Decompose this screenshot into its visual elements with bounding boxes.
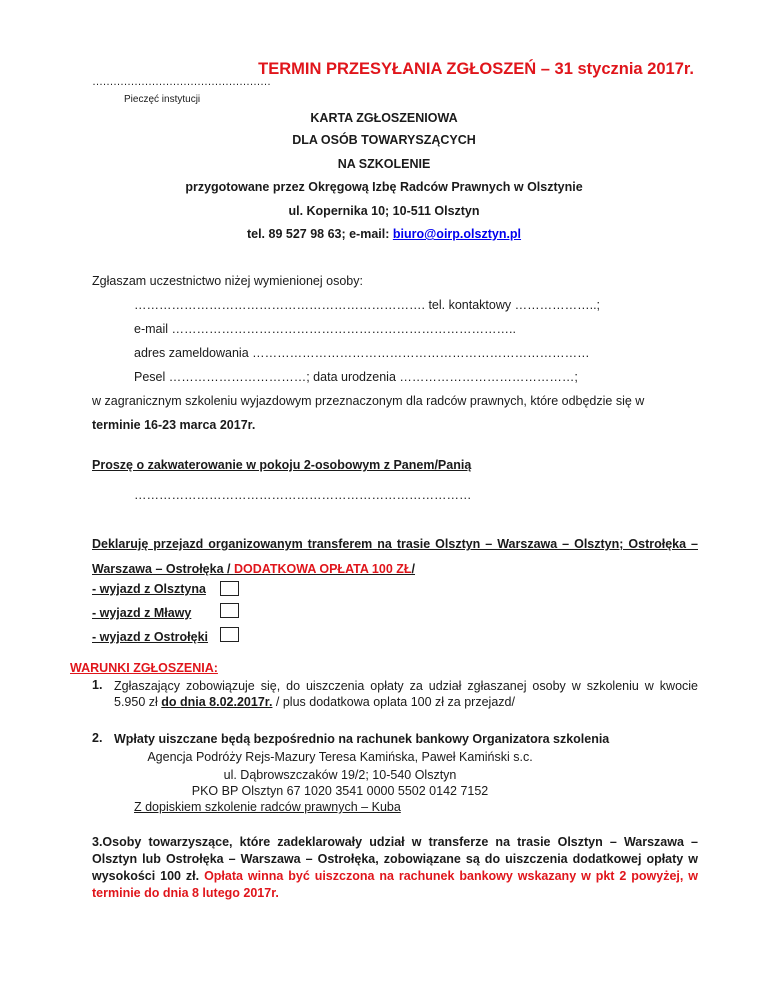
option-olsztyn-label: - wyjazd z Olsztyna bbox=[92, 582, 206, 596]
option-mlawa-label: - wyjazd z Mławy bbox=[92, 606, 192, 620]
condition-1-number: 1. bbox=[92, 678, 103, 692]
name-phone-field[interactable]: ……………………………………………………………. tel. kontaktowy ………………..; bbox=[134, 298, 601, 312]
option-mlawa-checkbox[interactable] bbox=[220, 603, 239, 618]
email-link[interactable]: biuro@oirp.olsztyn.pl bbox=[392, 227, 522, 241]
transfer-declaration bbox=[92, 532, 698, 582]
condition-1-tail: / plus dodatkowa oplata 100 zł za przejazd/ bbox=[272, 695, 515, 709]
condition-2-text: Wpłaty uiszczane będą bezpośrednio na rachunek bankowy Organizatora szkolenia bbox=[114, 732, 610, 746]
pesel-birthdate-field[interactable]: Pesel ……………………………; data urodzenia ……………………………………; bbox=[134, 370, 578, 384]
bank-address: ul. Dąbrowszczaków 19/2; 10-540 Olsztyn bbox=[223, 768, 457, 782]
email-field[interactable]: e-mail ……………………………………………………………………….. bbox=[134, 322, 516, 336]
transfer-fee: DODATKOWA OPŁATA 100 ZŁ bbox=[233, 562, 412, 576]
address-field[interactable]: adres zameldowania ……………………………………………………………………… bbox=[134, 346, 590, 360]
option-olsztyn-checkbox[interactable] bbox=[220, 581, 239, 596]
room-request: Proszę o zakwaterowanie w pokoju 2-osobowym z Panem/Panią bbox=[92, 458, 472, 472]
condition-2-number: 2. bbox=[92, 731, 103, 745]
title-line-1: KARTA ZGŁOSZENIOWA bbox=[310, 111, 458, 125]
condition-3-deadline: Opłata winna być uiszczona na rachunek bankowy wskazany w pkt 2 powyżej, w terminie do dnia 8 lutego 2017r. bbox=[92, 869, 699, 900]
trip-description bbox=[92, 390, 698, 412]
bank-account: PKO BP Olsztyn 67 1020 3541 0000 5502 0142 7152 bbox=[191, 784, 489, 798]
condition-3-body: 3.Osoby towarzyszące, które zadeklarowały udział w transferze na trasie Olsztyn – Warszawa – Olsztyn lub Ostrołęka – Warszawa – Ostrołęka, zobowiązane są do uiszczenia dodatkowej opłaty w wysokości 100 zł. bbox=[92, 835, 698, 883]
option-ostroleka-checkbox[interactable] bbox=[220, 627, 239, 642]
deadline-heading: TERMIN PRZESYŁANIA ZGŁOSZEŃ – 31 stycznia 2017r. bbox=[258, 60, 694, 78]
title-organizer: przygotowane przez Okręgową Izbę Radców Prawnych w Olsztynie bbox=[185, 180, 583, 194]
condition-1-text bbox=[114, 678, 698, 710]
condition-1-date: do dnia 8.02.2017r. bbox=[161, 695, 273, 709]
stamp-label: Pieczęć instytucji bbox=[124, 94, 201, 105]
option-ostroleka-label: - wyjazd z Ostrołęki bbox=[92, 630, 209, 644]
conditions-heading: WARUNKI ZGŁOSZENIA: bbox=[70, 661, 218, 675]
room-partner-field[interactable]: ……………………………………………………………………… bbox=[134, 488, 472, 502]
bank-name: Agencja Podróży Rejs-Mazury Teresa Kamińska, Paweł Kamiński s.c. bbox=[147, 750, 533, 764]
title-line-2: DLA OSÓB TOWARYSZĄCYCH bbox=[292, 133, 476, 147]
trip-term: terminie 16-23 marca 2017r. bbox=[92, 418, 256, 432]
title-line-3: NA SZKOLENIE bbox=[337, 157, 431, 171]
condition-3-text bbox=[92, 834, 698, 902]
stamp-dotted-line: …………………………………………… bbox=[92, 76, 271, 88]
title-contact bbox=[0, 227, 768, 241]
transfer-end: / bbox=[411, 562, 415, 576]
trip-text: w zagranicznym szkoleniu wyjazdowym przeznaczonym dla radców prawnych, które odbędzie się w bbox=[92, 394, 645, 408]
transfer-text: Deklaruję przejazd organizowanym transferem na trasie Olsztyn – Warszawa – Olsztyn; Ostrołęka – Warszawa – Ostrołęka / bbox=[92, 537, 698, 576]
title-address: ul. Kopernika 10; 10-511 Olsztyn bbox=[288, 204, 480, 218]
form-intro: Zgłaszam uczestnictwo niżej wymienionej osoby: bbox=[92, 274, 363, 288]
contact-phone-text: tel. 89 527 98 63; e-mail: bbox=[246, 227, 393, 241]
bank-note: Z dopiskiem szkolenie radców prawnych – Kuba bbox=[134, 800, 401, 814]
condition-1-body: Zgłaszający zobowiązuje się, do uiszczenia opłaty za udział zgłaszanej osoby w szkoleniu w kwocie 5.950 zł bbox=[114, 679, 698, 709]
